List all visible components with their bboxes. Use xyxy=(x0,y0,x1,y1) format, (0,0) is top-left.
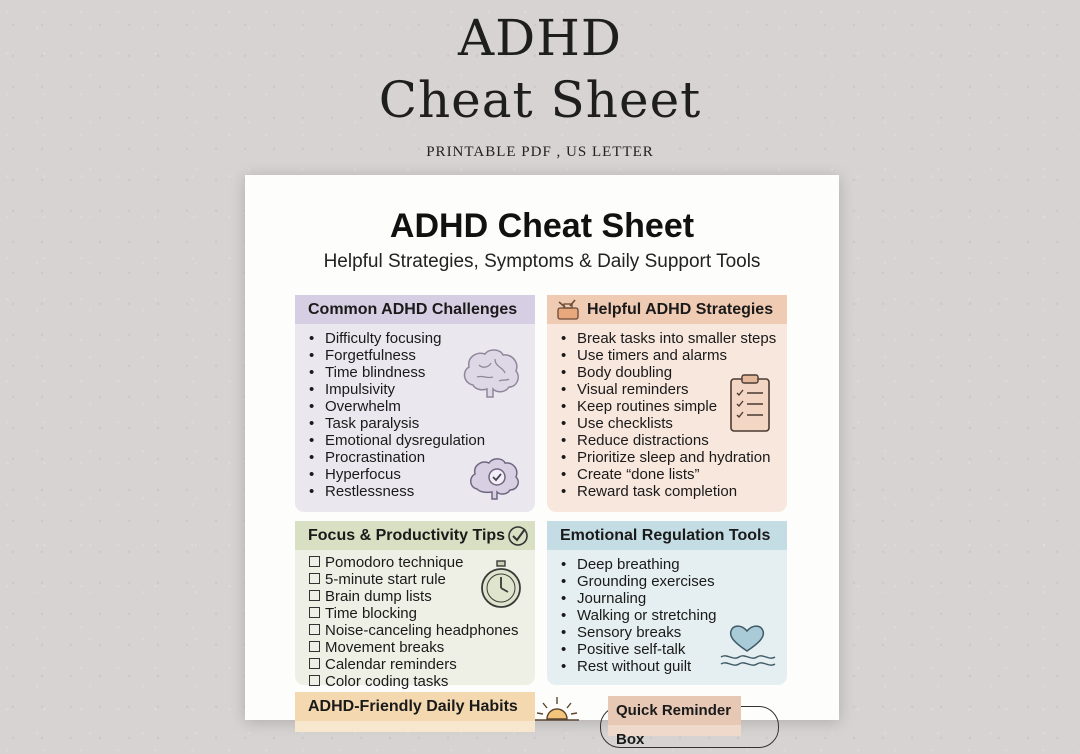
checkbox-icon xyxy=(309,590,320,601)
checkbox-icon xyxy=(309,556,320,567)
checkbox-icon xyxy=(309,675,320,686)
hero-title-line1: ADHD xyxy=(458,9,622,67)
challenges-title: Common ADHD Challenges xyxy=(295,295,535,324)
list-item: • Emotional dysregulation xyxy=(309,432,486,449)
reminder-title: Quick Reminder Box xyxy=(608,696,741,725)
list-item: • Grounding exercises xyxy=(561,573,715,590)
sheet-title: ADHD Cheat Sheet xyxy=(389,207,695,245)
emotional-title: Emotional Regulation Tools xyxy=(547,521,787,550)
stopwatch-icon xyxy=(478,559,524,611)
list-item: • Journaling xyxy=(561,590,647,607)
list-item: • Use checklists xyxy=(561,415,673,432)
list-item: • Hyperfocus xyxy=(309,466,401,483)
brain-icon xyxy=(459,345,523,405)
strategies-title: Helpful ADHD Strategies xyxy=(547,295,787,324)
strategies-card xyxy=(547,295,787,512)
list-item: • Sensory breaks xyxy=(561,624,682,641)
list-item: • Deep breathing xyxy=(561,556,680,573)
check-circle-icon xyxy=(506,524,530,548)
checklist-item: 5-minute start rule xyxy=(309,571,535,588)
list-item: • Rest without guilt xyxy=(561,658,692,675)
checklist-item: Calendar reminders xyxy=(309,656,535,673)
sheet-subtitle: Helpful Strategies, Symptoms & Daily Support Tools xyxy=(323,251,761,272)
list-item: • Create “done lists” xyxy=(561,466,700,483)
cheat-sheet-page xyxy=(245,175,839,748)
hero-title-line2: Cheat Sheet xyxy=(378,71,702,129)
brain-check-icon xyxy=(467,455,521,505)
checklist-item: Pomodoro technique xyxy=(309,554,535,571)
focus-card xyxy=(295,521,535,690)
sunrise-icon xyxy=(535,695,579,721)
list-item: • Reward task completion xyxy=(561,483,738,500)
toolbox-icon xyxy=(555,298,581,322)
habits-title: ADHD-Friendly Daily Habits xyxy=(295,692,535,721)
list-item: • Positive self-talk xyxy=(561,641,686,658)
list-item: • Prioritize sleep and hydration xyxy=(561,449,771,466)
list-item: • Use timers and alarms xyxy=(561,347,728,364)
list-item: • Keep routines simple xyxy=(561,398,718,415)
list-item: • Walking or stretching xyxy=(561,607,717,624)
checklist-item: Time blocking xyxy=(309,605,535,622)
list-item: • Forgetfulness xyxy=(309,347,416,364)
reminder-card xyxy=(608,696,741,748)
clipboard-checklist-icon xyxy=(727,373,773,433)
list-item: • Restlessness xyxy=(309,483,415,500)
hero-subtitle: PRINTABLE PDF , US LETTER xyxy=(426,144,654,160)
list-item: • Overwhelm xyxy=(309,398,401,415)
checklist-item: Brain dump lists xyxy=(309,588,535,605)
checklist-item: Noise-canceling headphones xyxy=(309,622,535,639)
list-item: • Reduce distractions xyxy=(561,432,709,449)
list-item: • Procrastination xyxy=(309,449,426,466)
checkbox-icon xyxy=(309,658,320,669)
list-item: • Break tasks into smaller steps xyxy=(561,330,777,347)
habits-card xyxy=(295,692,535,732)
list-item: • Task paralysis xyxy=(309,415,420,432)
checkbox-icon xyxy=(309,607,320,618)
checkbox-icon xyxy=(309,573,320,584)
focus-title: Focus & Productivity Tips xyxy=(295,521,535,550)
list-item: • Visual reminders xyxy=(561,381,689,398)
list-item: • Impulsivity xyxy=(309,381,396,398)
emotional-card xyxy=(547,521,787,685)
challenges-card xyxy=(295,295,535,512)
checkbox-icon xyxy=(309,624,320,635)
list-item: • Time blindness xyxy=(309,364,426,381)
checklist-item: Movement breaks xyxy=(309,639,535,656)
checklist-item: Color coding tasks xyxy=(309,673,535,690)
heart-waves-icon xyxy=(717,621,777,671)
checkbox-icon xyxy=(309,641,320,652)
list-item: • Difficulty focusing xyxy=(309,330,442,347)
list-item: • Body doubling xyxy=(561,364,673,381)
